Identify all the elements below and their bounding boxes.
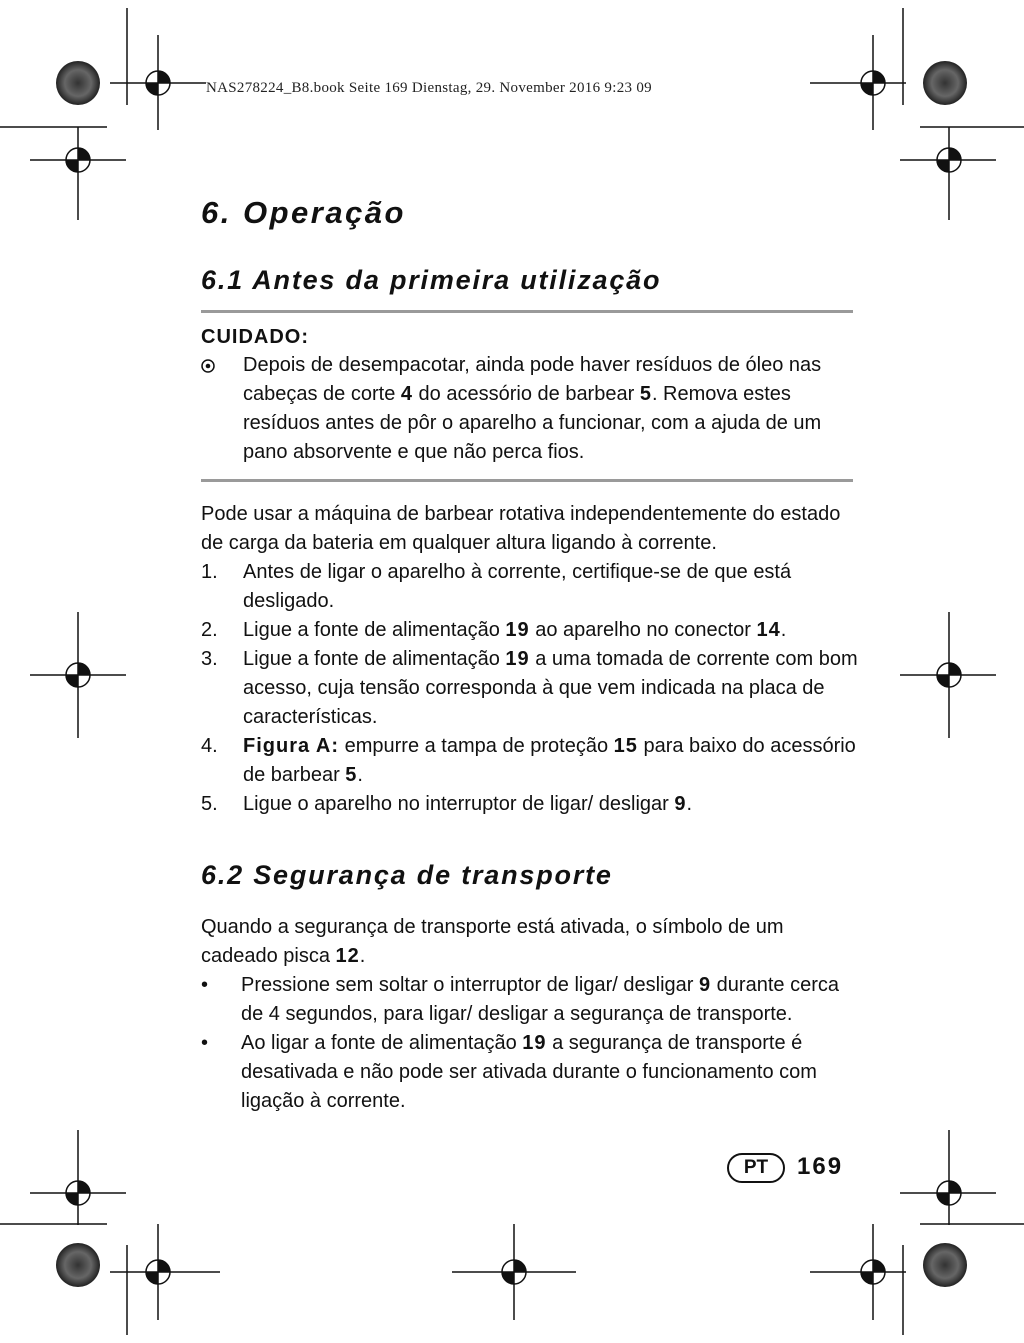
ref-number: 12 <box>335 945 360 967</box>
transport-intro-paragraph <box>201 913 861 971</box>
step-text: . <box>780 619 787 641</box>
step-text: . <box>357 764 363 786</box>
bullet-text: durante cerca de 4 segundos, para ligar/ desligar a segurança de transporte. <box>241 974 839 1025</box>
list-item <box>201 616 861 645</box>
bullet-icon: • <box>201 1032 209 1054</box>
ref-number: 5 <box>639 383 652 405</box>
caution-box <box>201 310 853 482</box>
ref-number: 5 <box>345 764 358 786</box>
step-number: 5. <box>201 793 218 815</box>
step-text: ao aparelho no conector <box>529 619 757 641</box>
caution-text: Depois de desempacotar, ainda pode haver resíduos de óleo nas cabeças de corte <box>243 354 822 405</box>
ref-number: 9 <box>674 793 687 815</box>
step-number: 2. <box>201 619 218 641</box>
print-file-info: NAS278224_B8.book Seite 169 Dienstag, 29. November 2016 9:23 09 <box>206 80 652 96</box>
steps-list <box>201 558 861 819</box>
ref-number: 14 <box>756 619 781 641</box>
caution-text: . Remova estes resíduos antes de pôr o aparelho a funcionar, com a ajuda de um pano absorvente e que não perca fios. <box>243 383 822 463</box>
bullet-list <box>201 971 861 1116</box>
paragraph-text: . <box>359 945 366 967</box>
step-number: 3. <box>201 648 218 670</box>
ref-number: 19 <box>505 619 530 641</box>
list-item <box>201 1029 861 1116</box>
step-text: Antes de ligar o aparelho à corrente, certifique-se de que está desligado. <box>243 561 792 612</box>
section-heading-6-1: 6.1 Antes da primeira utilização <box>201 265 662 295</box>
bullet-text: Pressione sem soltar o interruptor de ligar/ desligar <box>241 974 699 996</box>
caution-item <box>201 351 853 467</box>
step-text: . <box>686 793 693 815</box>
ref-number: 9 <box>699 974 712 996</box>
caution-text: do acessório de barbear <box>413 383 640 405</box>
step-number: 1. <box>201 561 218 583</box>
bullet-text: a segurança de transporte é desativada e não pode ser ativada durante o funcionamento com ligação à corrente. <box>241 1032 817 1112</box>
bullet-icon: • <box>201 974 209 996</box>
section-heading-6-2: 6.2 Segurança de transporte <box>201 860 613 890</box>
page-content <box>201 190 861 1116</box>
ref-number: 4 <box>400 383 413 405</box>
ref-number: 19 <box>505 648 530 670</box>
ref-number: 15 <box>613 735 638 757</box>
list-item <box>201 971 861 1029</box>
list-item <box>201 645 861 732</box>
step-text: Ligue a fonte de alimentação <box>243 648 506 670</box>
list-item <box>201 732 861 790</box>
caution-label: CUIDADO: <box>201 326 309 348</box>
step-text: empurre a tampa de proteção <box>339 735 614 757</box>
bullet-text: Ao ligar a fonte de alimentação <box>241 1032 523 1054</box>
language-badge: PT <box>727 1153 785 1183</box>
chapter-title: 6. Operação <box>201 195 406 230</box>
step-text: Ligue o aparelho no interruptor de ligar/ desligar <box>243 793 675 815</box>
step-text: a uma tomada de corrente com bom acesso, cuja tensão corresponda à que vem indicada na placa de características. <box>243 648 858 728</box>
circle-dot-icon <box>201 359 215 373</box>
step-text: Ligue a fonte de alimentação <box>243 619 506 641</box>
list-item <box>201 790 861 819</box>
step-number: 4. <box>201 735 218 757</box>
ref-number: 19 <box>522 1032 547 1054</box>
paragraph-text: Quando a segurança de transporte está ativada, o símbolo de um cadeado pisca <box>201 916 784 967</box>
step-text: para baixo do acessório de barbear <box>243 735 856 786</box>
intro-paragraph: Pode usar a máquina de barbear rotativa independentemente do estado de carga da bateria em qualquer altura ligando à corrente. <box>201 503 841 554</box>
figure-reference: Figura A: <box>243 735 340 757</box>
list-item <box>201 558 861 616</box>
page-number: 169 <box>797 1153 844 1180</box>
